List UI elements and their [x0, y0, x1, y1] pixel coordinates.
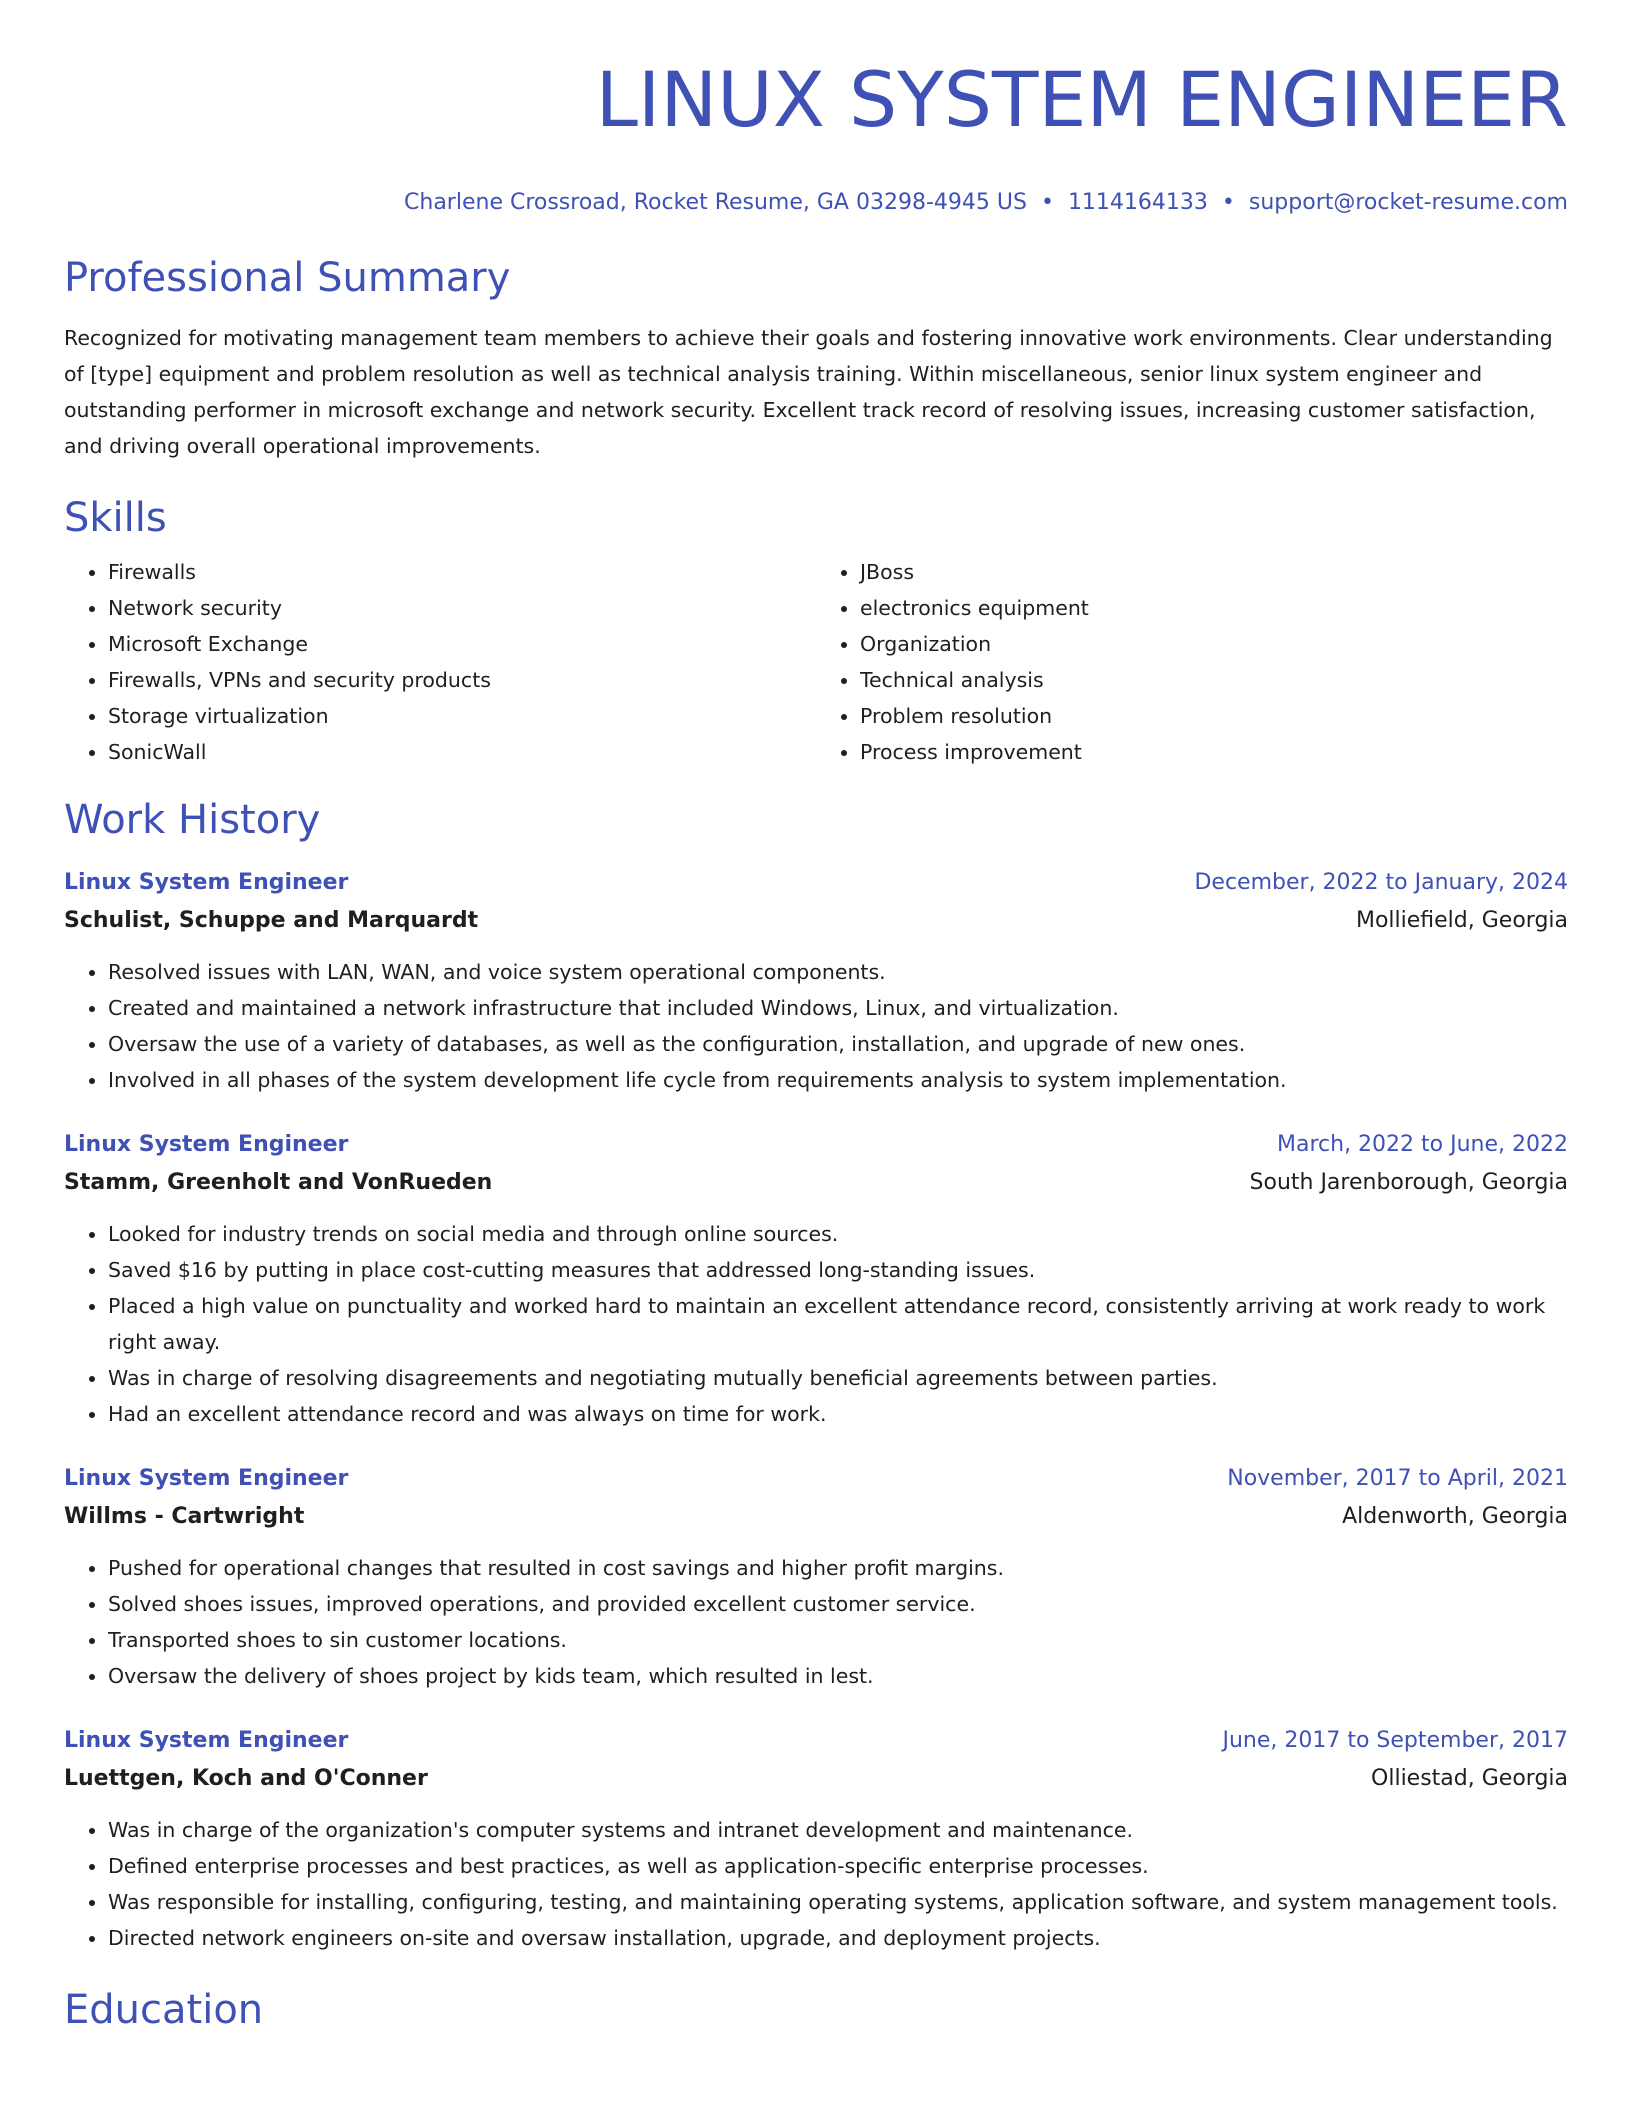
skill-item: • Organization [860, 626, 1568, 662]
job-bullet: • Oversaw the delivery of shoes project by kids team, which resulted in lest. [108, 1658, 1568, 1694]
contact-address: Charlene Crossroad, Rocket Resume, GA 03298-4945 US [404, 190, 1027, 215]
job-dates: November, 2017 to April, 2021 [1227, 1466, 1568, 1491]
summary-heading: Professional Summary [64, 255, 511, 301]
job-bullet: • Had an excellent attendance record and was always on time for work. [108, 1396, 1568, 1432]
job-dates: December, 2022 to January, 2024 [1194, 870, 1568, 895]
contact-line [64, 188, 1568, 218]
job-bullet: • Directed network engineers on-site and oversaw installation, upgrade, and deployment projects. [108, 1920, 1568, 1956]
job-bullet: • Transported shoes to sin customer locations. [108, 1622, 1568, 1658]
job-bullets [64, 954, 1568, 1098]
job-bullets [64, 1812, 1568, 1956]
work-history-heading: Work History [64, 797, 321, 843]
job-bullet: • Was in charge of the organization's computer systems and intranet development and maintenance. [108, 1812, 1568, 1848]
job-bullet: • Oversaw the use of a variety of databases, as well as the configuration, installation, and upgrade of new ones. [108, 1026, 1568, 1062]
job-dates: March, 2022 to June, 2022 [1277, 1132, 1568, 1157]
contact-email[interactable]: support@rocket-resume.com [1248, 190, 1568, 215]
contact-phone: 1114164133 [1067, 190, 1208, 215]
skill-item: • Firewalls, VPNs and security products [108, 662, 816, 698]
skill-item: • Technical analysis [860, 662, 1568, 698]
job-bullet: • Saved $16 by putting in place cost-cutting measures that addressed long-standing issues. [108, 1252, 1568, 1288]
job-bullet: • Looked for industry trends on social media and through online sources. [108, 1216, 1568, 1252]
skill-item: • JBoss [860, 554, 1568, 590]
job-bullet: • Pushed for operational changes that resulted in cost savings and higher profit margins. [108, 1550, 1568, 1586]
skill-item: • Process improvement [860, 734, 1568, 770]
skill-item: • Firewalls [108, 554, 816, 590]
job-company: Stamm, Greenholt and VonRueden [64, 1170, 493, 1195]
separator-dot: • [1221, 190, 1235, 215]
skill-item: • Network security [108, 590, 816, 626]
job-bullet: • Defined enterprise processes and best practices, as well as application-specific enterprise processes. [108, 1848, 1568, 1884]
job-bullet: • Involved in all phases of the system development life cycle from requirements analysis to system implementation. [108, 1062, 1568, 1098]
skill-item: • electronics equipment [860, 590, 1568, 626]
job-bullet: • Created and maintained a network infrastructure that included Windows, Linux, and virtualization. [108, 990, 1568, 1026]
job-entry [64, 1126, 1568, 1432]
skill-item: • Problem resolution [860, 698, 1568, 734]
skill-item: • Microsoft Exchange [108, 626, 816, 662]
skills-list [64, 554, 1568, 770]
job-company: Willms - Cartwright [64, 1504, 305, 1529]
job-title: Linux System Engineer [64, 1728, 349, 1753]
job-title: Linux System Engineer [64, 1132, 349, 1157]
job-entry [64, 1460, 1568, 1694]
job-title: Linux System Engineer [64, 870, 349, 895]
job-bullet: • Resolved issues with LAN, WAN, and voice system operational components. [108, 954, 1568, 990]
job-location: Aldenworth, Georgia [1342, 1504, 1568, 1529]
work-history-list [64, 864, 1568, 1956]
job-title: Linux System Engineer [64, 1466, 349, 1491]
job-location: South Jarenborough, Georgia [1249, 1170, 1568, 1195]
skill-item: • Storage virtualization [108, 698, 816, 734]
education-heading: Education [64, 1987, 264, 2033]
job-dates: June, 2017 to September, 2017 [1222, 1728, 1568, 1753]
skills-heading: Skills [64, 495, 167, 541]
skill-item: • SonicWall [108, 734, 816, 770]
job-company: Schulist, Schuppe and Marquardt [64, 908, 479, 933]
summary-text: Recognized for motivating management team members to achieve their goals and fostering innovative work environments. Clear understanding of [type] equipment and problem resolution as well as technical analysis training. Within miscellaneous, senior linux system engineer and outstanding performer in microsoft exchange and network security. Excellent track record of resolving issues, increasing customer satisfaction, and driving overall operational improvements. [64, 326, 1553, 458]
separator-dot: • [1040, 190, 1054, 215]
job-company: Luettgen, Koch and O'Conner [64, 1766, 428, 1791]
job-location: Molliefield, Georgia [1355, 908, 1568, 933]
job-bullet: • Placed a high value on punctuality and worked hard to maintain an excellent attendance record, consistently arriving at work ready to work right away. [108, 1288, 1568, 1360]
job-bullet: • Was in charge of resolving disagreements and negotiating mutually beneficial agreements between parties. [108, 1360, 1568, 1396]
job-bullet: • Was responsible for installing, configuring, testing, and maintaining operating systems, application software, and system management tools. [108, 1884, 1568, 1920]
skills-column-left [64, 554, 816, 770]
resume-title: LINUX SYSTEM ENGINEER [595, 55, 1568, 144]
job-entry [64, 864, 1568, 1098]
skills-column-right [816, 554, 1568, 770]
job-bullet: • Solved shoes issues, improved operations, and provided excellent customer service. [108, 1586, 1568, 1622]
job-entry [64, 1722, 1568, 1956]
job-bullets [64, 1550, 1568, 1694]
job-location: Olliestad, Georgia [1371, 1766, 1568, 1791]
job-bullets [64, 1216, 1568, 1432]
